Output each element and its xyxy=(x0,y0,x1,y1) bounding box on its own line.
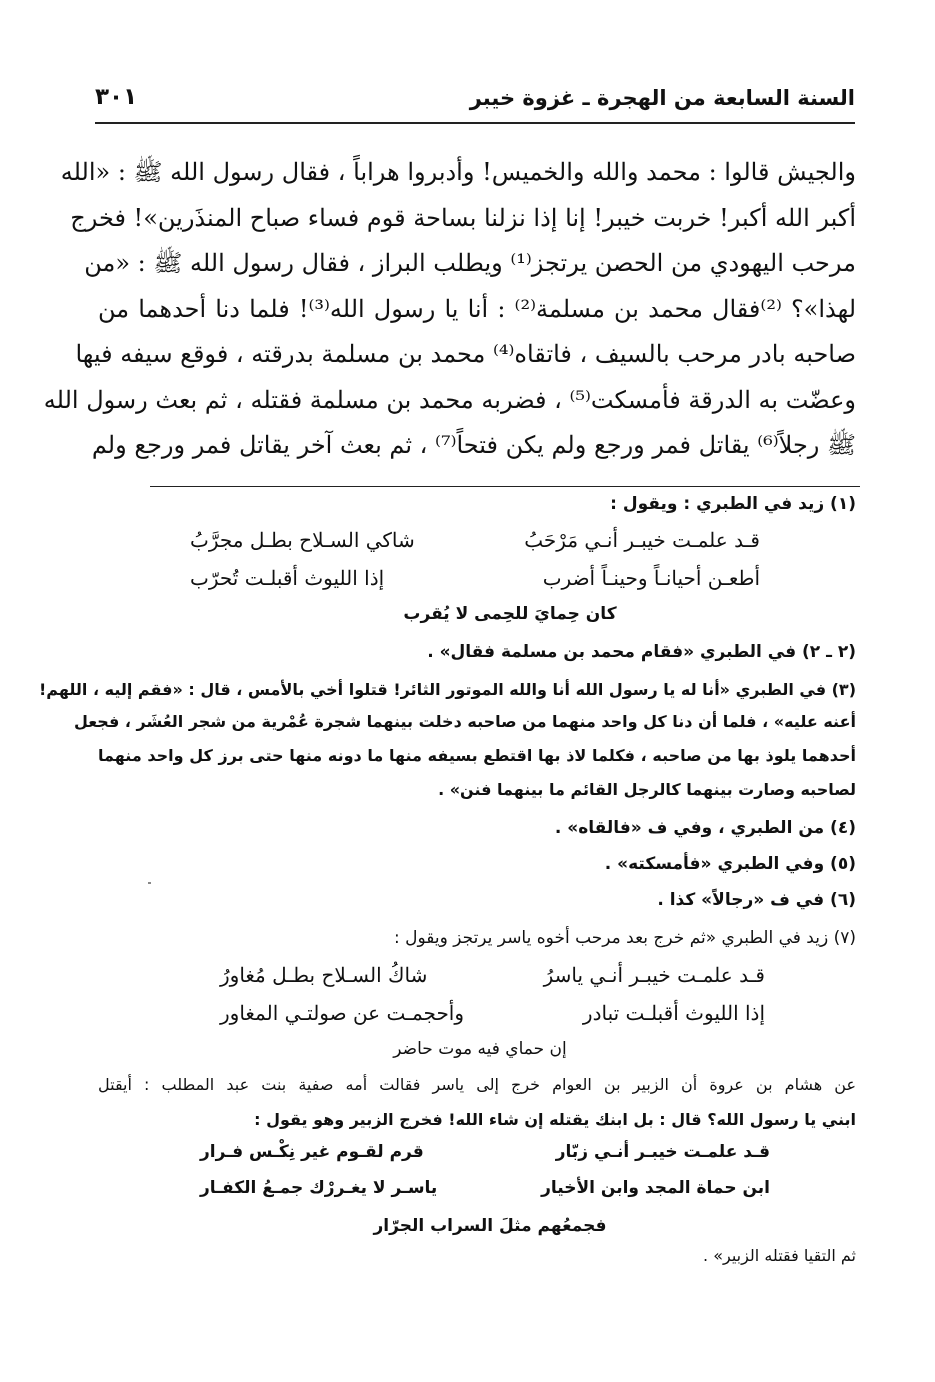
verse-hemistich: قـد علمـت خيبـر أنـي زبّار xyxy=(555,1142,770,1162)
verse-hemistich: ابن حماة المجد وابن الأخيار xyxy=(541,1178,770,1198)
footnote-7-end: ثم التقيا فقتله الزبير» . xyxy=(703,1246,856,1265)
footnote-7: (٧) زيد في الطبري «ثم خرج بعد مرحب أخوه ياسر يرتجز ويقول : xyxy=(394,928,856,948)
footnote-1: (١) زيد في الطبري : ويقول : xyxy=(610,494,856,514)
footnote-separator xyxy=(150,486,860,487)
footnote-4: (٤) من الطبري ، وفي ف «فالقاه» . xyxy=(554,818,856,838)
main-text xyxy=(43,150,857,469)
footnote-3-line: أعنه عليه» ، فلما أن دنا كل واحد منهما من صاحبه دخلت بينهما شجرة عُمْرية من شجر العُشَر ، فجعل xyxy=(73,712,856,731)
body-line: مرحب اليهودي من الحصن يرتجز⁽¹⁾ ويطلب البراز ، فقال رسول الله ﷺ : «من xyxy=(84,249,856,277)
page-number: ٣٠١ xyxy=(95,84,138,110)
body-line: صاحبه بادر مرحب بالسيف ، فاتقاه⁽⁴⁾ محمد بن مسلمة بدرقته ، فوقع سيفه فيها xyxy=(75,340,856,368)
verse-hemistich: إذا الليوث أقبلـت تُحرّب xyxy=(190,566,385,590)
body-line: والجيش قالوا : محمد والله والخميس! وأدبروا هراباً ، فقال رسول الله ﷺ : «الله xyxy=(60,158,856,186)
verse-line xyxy=(190,528,760,560)
footnote-3-line: لصاحبه وصارت بينهما كالرجل القائم ما بينهما فنن» . xyxy=(438,780,856,799)
verse-line xyxy=(200,1178,770,1210)
verse-line xyxy=(220,963,765,995)
footnote-6: (٦) في ف «رجالاً» كذا . xyxy=(657,890,856,910)
footnote-2: (٢ ـ ٢) في الطبري «فقام محمد بن مسلمة فقال» . xyxy=(427,642,856,662)
verse-hemistich: شاكُ السـلاح بطـل مُغاورُ xyxy=(220,963,428,987)
body-line: أكبر الله أكبر! خربت خيبر! إنا إذا نزلنا بساحة قوم فساء صباح المنذَرين»! فخرج xyxy=(70,203,856,232)
verse-hemistich: وأحجمـت عن صولتـي المغاور xyxy=(220,1001,465,1025)
verse-line xyxy=(200,1142,770,1174)
verse-line: فجمعُهم مثلَ السراب الجرّار xyxy=(373,1216,607,1236)
verse-line: كان حِمايَ للحِمى لا يُقرب xyxy=(403,604,617,624)
verse-hemistich: ياسـر لا يغـررْك جمـعُ الكفـار xyxy=(200,1178,438,1198)
footnote-3-line: (٣) في الطبري «أنا له يا رسول الله أنا والله الموتور الثائر! قتلوا أخي بالأمس ، قال : «فقم إليه ، اللهم! xyxy=(38,680,856,699)
running-header xyxy=(95,82,855,124)
chapter-title: السنة السابعة من الهجرة ـ غزوة خيبر xyxy=(469,86,855,110)
verse-hemistich: قرم لقـوم غير نِكْـس فـرار xyxy=(200,1142,424,1162)
body-line: ﷺ رجلاً⁽⁶⁾ يقاتل فمر ورجع ولم يكن فتحاً⁽⁷⁾ ، ثم بعث آخر يقاتل فمر ورجع ولم xyxy=(91,431,856,459)
body-line: وعضّت به الدرقة فأمسكت⁽⁵⁾ ، فضربه محمد بن مسلمة فقتله ، ثم بعث رسول الله xyxy=(43,385,856,414)
scan-speck xyxy=(148,882,151,884)
verse-hemistich: أطعـن أحيانـاً وحينـاً أضرب xyxy=(542,566,760,590)
footnote-7-prose: عن هشام بن عروة أن الزبير بن العوام خرج إلى ياسر فقالت أمه صفية بنت عبد المطلب : أيقتل xyxy=(98,1075,856,1094)
verse-line xyxy=(220,1001,765,1033)
verse-hemistich: إذا الليوث أقبلـت تبادر xyxy=(582,1001,765,1025)
footnote-3-line: أحدهما يلوذ بها من صاحبه ، فكلما لاذ بها اقتطع بسيفه منها ما دونه منها حتى برز كل واحد منهما xyxy=(98,746,856,765)
verse-line xyxy=(190,566,760,598)
verse-hemistich: قـد علمـت خيبـر أنـي ياسرُ xyxy=(543,963,765,987)
verse-hemistich: شاكي السـلاح بطـل مجرَّبُ xyxy=(190,528,415,552)
footnote-5: (٥) وفي الطبري «فأمسكته» . xyxy=(604,854,856,874)
verse-line: إن حماي فيه موت حاضر xyxy=(393,1039,567,1059)
body-line: لهذا»؟ ⁽²⁾فقال محمد بن مسلمة⁽²⁾ : أنا يا رسول الله⁽³⁾! فلما دنا أحدهما من xyxy=(98,294,857,323)
footnote-7-prose: ابني يا رسول الله؟ قال : بل ابنك يقتله إن شاء الله! فخرج الزبير وهو يقول : xyxy=(254,1110,856,1129)
verse-hemistich: قـد علمـت خيبـر أنـي مَرْحَبُ xyxy=(524,528,760,552)
